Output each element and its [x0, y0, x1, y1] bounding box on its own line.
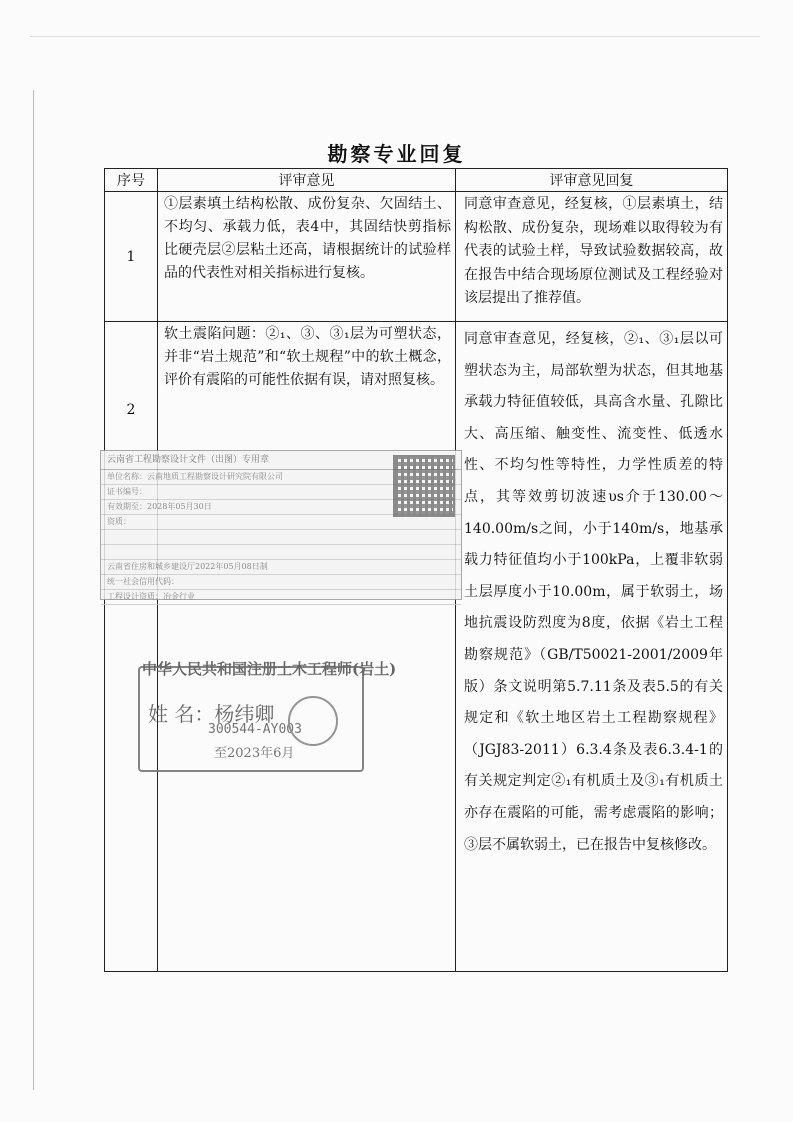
- seal-icon: [288, 696, 338, 746]
- engineer-name: 杨纬卿: [214, 702, 275, 726]
- opinion-wrap: [107, 322, 455, 761]
- reply-text: 同意审查意见，经复核，①层素填土，结构松散、成份复杂，现场难以取得较为有代表的试验土样，导致试验数据较高，故在报告中结合现场原位测试及工程经验对该层提出了推荐值。: [464, 196, 723, 307]
- table-row: [105, 192, 728, 322]
- row-number-text: 2: [126, 402, 136, 418]
- scan-artifact-top: [30, 36, 760, 37]
- scan-artifact-left: [33, 90, 34, 1090]
- design-stamp-header: 云南省工程勘察设计文件（出图）专用章: [101, 451, 461, 470]
- registered-stamp-header: 中华人民共和国注册土木工程师(岩土): [142, 660, 397, 678]
- registered-engineer-stamp: [138, 654, 397, 769]
- page-title: 勘察专业回复: [327, 142, 466, 166]
- design-stamp-line: 单位名称：云南地质工程勘察设计研究院有限公司: [101, 470, 461, 485]
- design-stamp-line: 证书编号：: [101, 485, 461, 500]
- opinion-text: 软土震陷问题：②₁、③、③₁层为可塑状态，并非“岩土规范”和“软土规程”中的软土概念，评价有震陷的可能性依据有误，请对照复核。: [164, 326, 451, 388]
- header-no: 序号: [105, 169, 158, 192]
- design-stamp-line: 有效期至：2028年05月30日: [101, 500, 461, 515]
- design-stamp-line: 云南省住房和城乡建设厅2022年05月08日制: [101, 560, 461, 575]
- design-stamp-line: 统一社会信用代码：: [101, 575, 461, 590]
- header-reply: 评审意见回复: [456, 169, 728, 192]
- header-opinion: 评审意见: [158, 169, 456, 192]
- table-header-row: [105, 169, 728, 192]
- design-stamp-line: 工程设计资质：冶金行业: [101, 590, 461, 605]
- design-stamp-line: 资质：: [101, 515, 461, 530]
- opinion-cell: [158, 192, 456, 322]
- design-stamp-line: [101, 530, 461, 545]
- opinion-text: ①层素填土结构松散、成份复杂、欠固结土、不均匀、承载力低，表4中，其固结快剪指标比硬壳层②层粘土还高，请根据统计的试验样品的代表性对相关指标进行复核。: [164, 196, 451, 281]
- qr-code-icon: [393, 455, 455, 517]
- row-number: 1: [105, 192, 158, 322]
- design-stamp-line: [101, 545, 461, 560]
- name-label: 姓 名：: [148, 702, 215, 726]
- registered-validity: 至2023年6月: [214, 746, 295, 761]
- review-table: [104, 168, 728, 972]
- reply-text: 同意审查意见，经复核，②₁、③₁层以可塑状态为主，局部软塑为状态，但其地基承载力特征值较低，具高含水量、孔隙比大、高压缩、触变性、流变性、低透水性、不均匀性等特性，力学性质差的特点，其等效剪切波速υs介于130.00～140.00m/s之间，小于140m/s，地基承载力特征值均小于100kPa，上覆非软弱土层厚度小于10.00m，属于软弱土，场地抗震设防烈度为8度，依据《岩土工程勘察规范》（GB/T50021-2001/2009年版）条文说明第5.7.11条及表5.5的有关规定和《软土地区岩土工程勘察规程》（JGJ83-2011）6.3.4条及表6.3.4-1的有关规定判定②₁有机质土及③₁有机质土亦存在震陷的可能，需考虑震陷的影响；③层不属软弱土，已在报告中复核修改。: [464, 331, 723, 853]
- reply-cell: [456, 192, 728, 322]
- table-row: [105, 322, 728, 972]
- row-number: [105, 322, 158, 972]
- registered-number: 300544-AY003: [208, 722, 302, 737]
- design-document-stamp: [100, 450, 462, 600]
- opinion-cell: [107, 322, 456, 972]
- reply-cell: [456, 322, 728, 972]
